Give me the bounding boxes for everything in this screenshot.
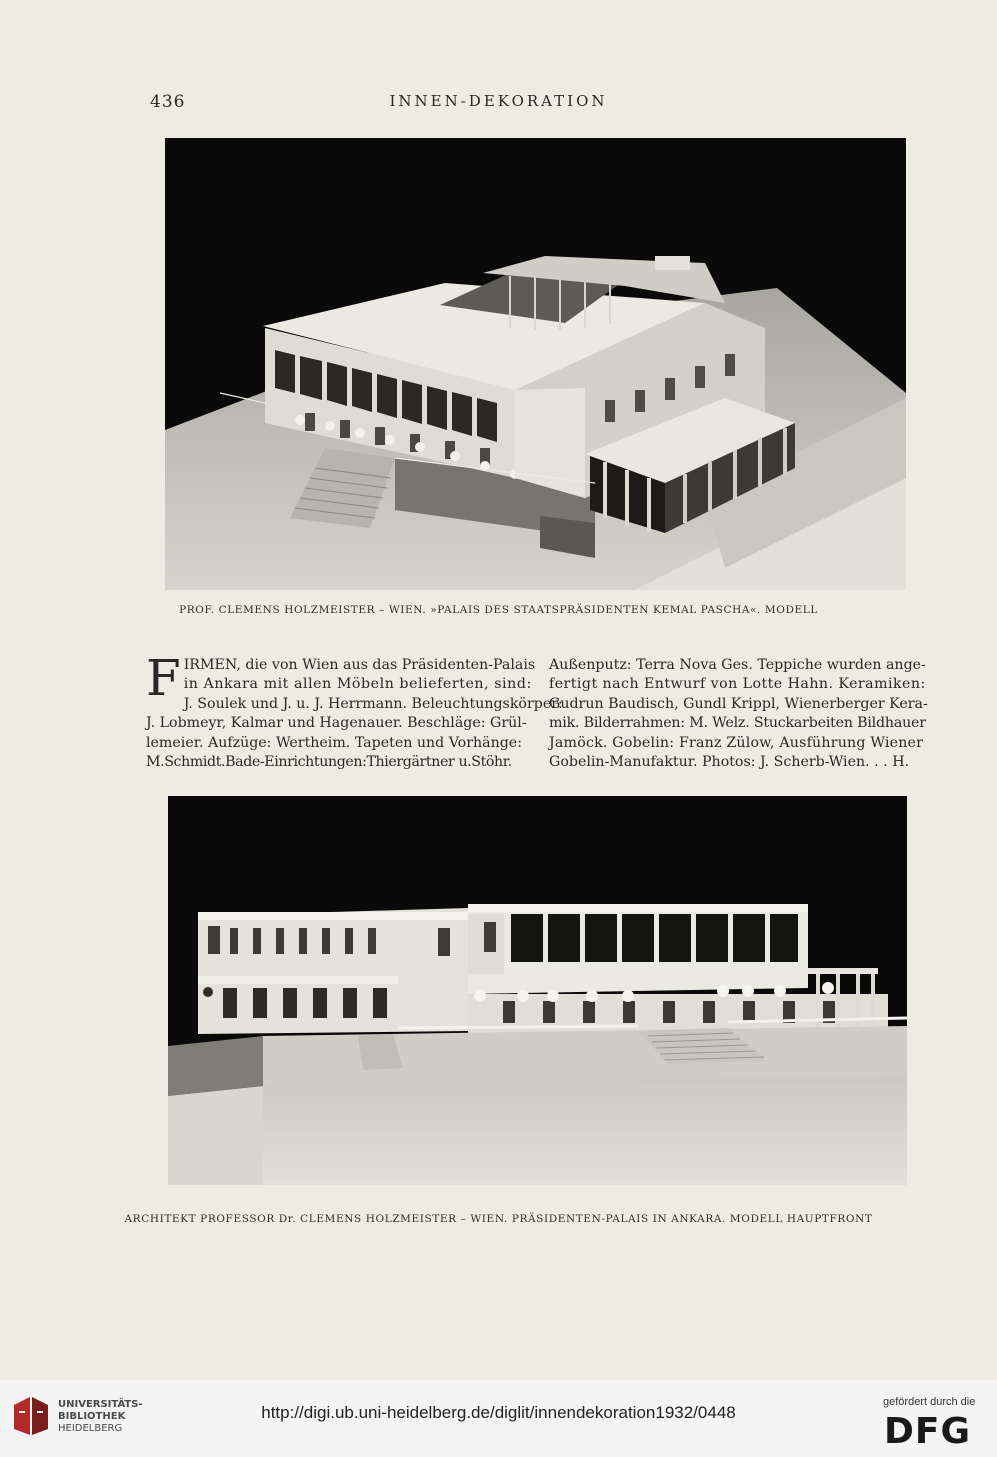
library-name-line: BIBLIOTHEK [58,1411,126,1422]
figure-2-caption: ARCHITEKT PROFESSOR Dr. CLEMENS HOLZMEISTER – WIEN. PRÄSIDENTEN-PALAIS IN ANKARA. MODELL HAUPTFRONT [124,1213,873,1225]
text-line: IRMEN, die von Wien aus das Präsidenten-Palais [183,657,536,673]
text-line: Außenputz: Terra Nova Ges. Teppiche wurden ange- [549,657,926,673]
page-number: 436 [150,92,186,112]
text-line: J. Lobmeyr, Kalmar und Hagenauer. Beschläge: Grül- [146,715,527,732]
text-line: lemeier. Aufzüge: Wertheim. Tapeten und Vorhänge: [146,734,522,751]
figure-1-caption: PROF. CLEMENS HOLZMEISTER – WIEN. »PALAIS DES STAATSPRÄSIDENTEN KEMAL PASCHA«. MODELL [179,604,818,616]
text-line: M.Schmidt.Bade-Einrichtungen:Thiergärtner u.Stöhr. [146,754,512,771]
text-line: Gudrun Baudisch, Gundl Krippl, Wienerberger Kera- [549,695,928,712]
text-line: Jamöck. Gobelin: Franz Zülow, Ausführung Wiener [549,734,924,751]
library-name-line: UNIVERSITÄTS- [58,1399,143,1410]
body-text-left-column [146,649,563,772]
architecture-model-photo-main-front [168,796,907,1185]
running-head: INNEN-DEKORATION [389,92,608,110]
architecture-model-photo-aerial [165,138,906,590]
text-line: in Ankara mit allen Möbeln belieferten, sind: [183,676,532,693]
text-line: fertigt nach Entwurf von Lotte Hahn. Keramiken: [549,676,926,693]
text-line: J. Soulek und J. u. J. Herrmann. Beleuchtungskörper: [183,695,563,712]
library-city: HEIDELBERG [58,1423,123,1434]
body-text-right-column [549,656,928,772]
text-line: Gobelin-Manufaktur. Photos: J. Scherb-Wien. . . H. [549,754,910,771]
source-url-link[interactable]: http://digi.ub.uni-heidelberg.de/diglit/innendekoration1932/0448 [261,1403,736,1422]
dfg-logo: DFG [884,1411,972,1452]
text-line: mik. Bilderrahmen: M. Welz. Stuckarbeiten Bildhauer [549,715,926,732]
drop-cap: F [146,649,181,707]
funding-note: gefördert durch die [883,1396,976,1408]
